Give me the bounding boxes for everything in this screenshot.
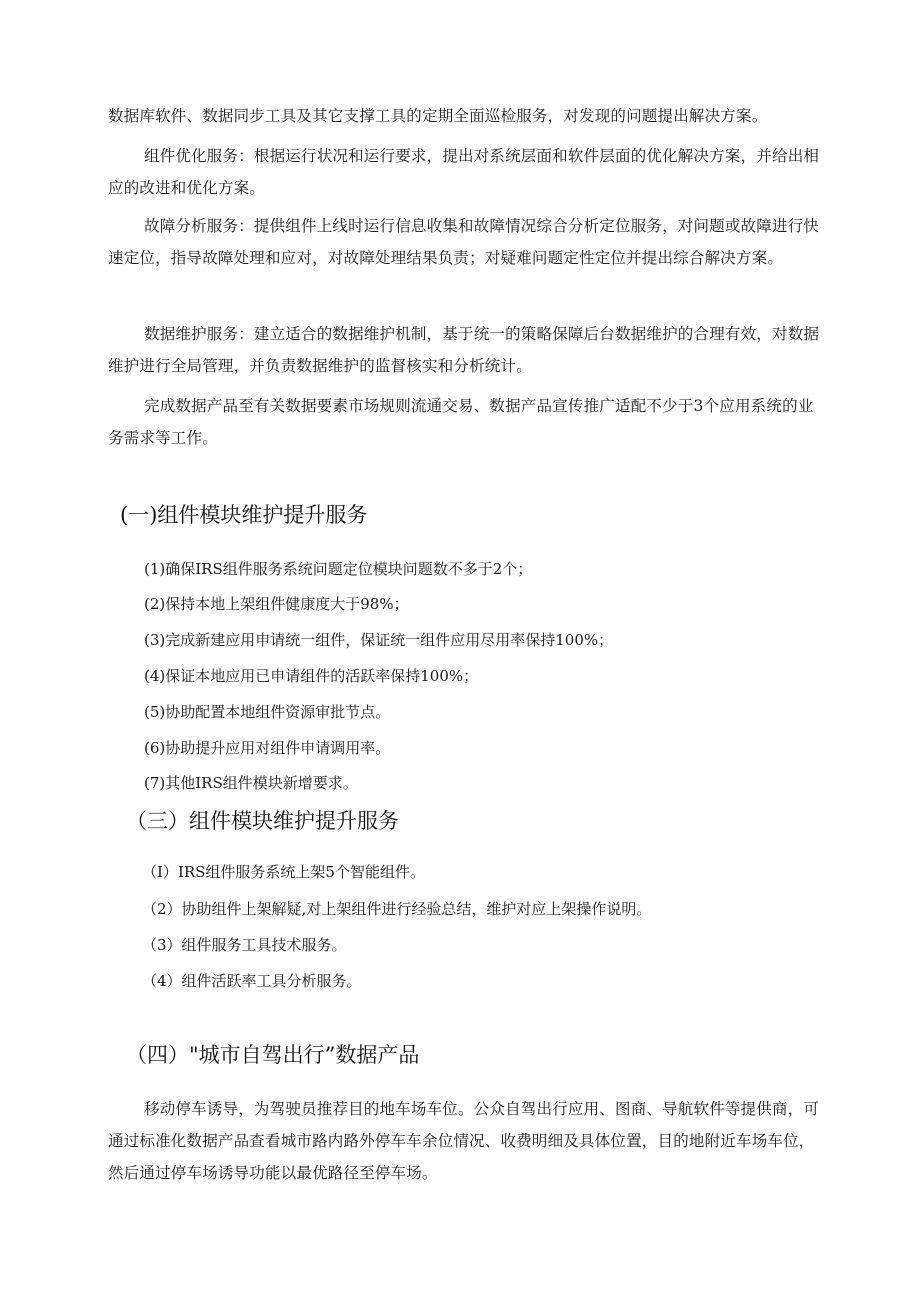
list-item: (3)完成新建应用申请统一组件，保证统一组件应用尽用率保持100%； — [144, 631, 614, 649]
list-item: (6)协助提升应用对组件申请调用率。 — [144, 739, 391, 757]
paragraph-inspection: 数据库软件、数据同步工具及其它支撑工具的定期全面巡检服务，对发现的问题提出解决方案。 — [108, 107, 768, 125]
section-heading-3: （三）组件模块维护提升服务 — [126, 809, 399, 833]
list-item: （3）组件服务工具技术服务。 — [142, 936, 347, 954]
list-item: (2)保持本地上架组件健康度大于98%； — [144, 595, 409, 613]
section-heading-4: （四）"城市自驾出行”数据产品 — [126, 1043, 420, 1067]
list-item: (5)协助配置本地组件资源审批节点。 — [144, 703, 391, 721]
paragraph-data-maintenance: 数据维护服务：建立适合的数据维护机制，基于统一的策略保障后台数据维护的合理有效，对数据维护进行全局管理，并负责数据维护的监督核实和分析统计。 — [108, 325, 820, 375]
section-heading-1: (一)组件模块维护提升服务 — [120, 503, 368, 527]
paragraph-component-optimization: 组件优化服务：根据运行状况和运行要求，提出对系统层面和软件层面的优化解决方案，并给出相应的改进和优化方案。 — [108, 147, 820, 197]
list-item: (1)确保IRS组件服务系统问题定位模块问题数不多于2个； — [144, 560, 533, 578]
list-item: （I）IRS组件服务系统上架5个智能组件。 — [142, 863, 425, 881]
list-item: (7)其他IRS组件模块新增要求。 — [144, 774, 358, 792]
list-item: （2）协助组件上架解疑,对上架组件进行经验总结，维护对应上架操作说明。 — [142, 900, 652, 918]
list-item: （4）组件活跃率工具分析服务。 — [142, 972, 362, 990]
paragraph-parking-guidance: 移动停车诱导，为驾驶员推荐目的地车场车位。公众自驾出行应用、图商、导航软件等提供商，可通过标准化数据产品查看城市路内路外停车车余位情况、收费明细及具体位置，目的地附近车场车位，然后通过停车场诱导功能以最优路径至停车场。 — [108, 1100, 820, 1182]
paragraph-data-product-delivery: 完成数据产品至有关数据要素市场规则流通交易、数据产品宣传推广适配不少于3个应用系统的业务需求等工作。 — [108, 397, 814, 447]
list-item: (4)保证本地应用已申请组件的活跃率保持100%； — [144, 667, 479, 685]
paragraph-fault-analysis: 故障分析服务：提供组件上线时运行信息收集和故障情况综合分析定位服务，对问题或故障进行快速定位，指导故障处理和应对，对故障处理结果负责；对疑难问题定性定位并提出综合解决方案。 — [108, 217, 820, 267]
